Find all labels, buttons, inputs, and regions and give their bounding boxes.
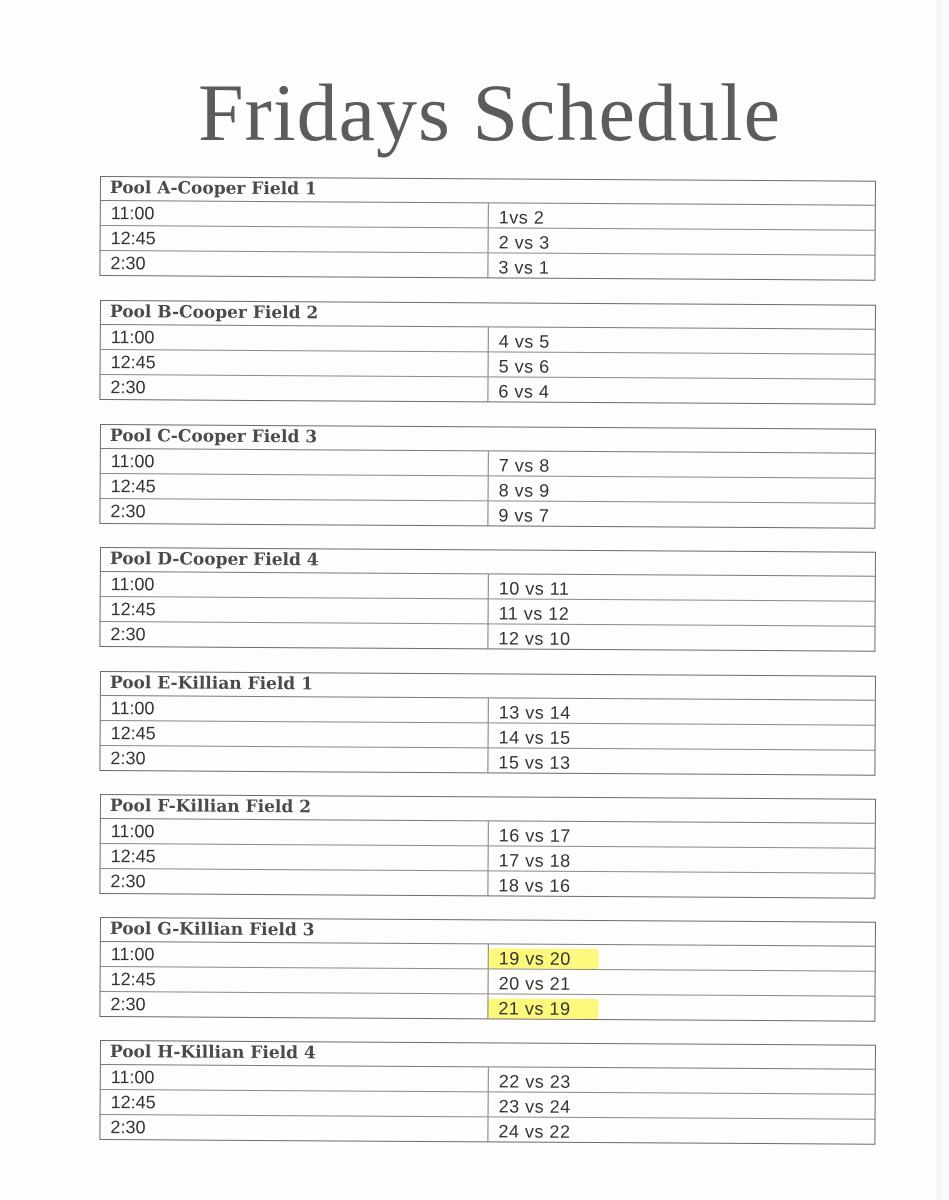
game-time: 11:00 — [101, 1065, 489, 1091]
game-matchup — [489, 846, 875, 872]
table-row — [100, 746, 874, 775]
pool-table — [99, 794, 876, 899]
game-matchup — [489, 327, 875, 353]
matchup-text: 18 vs 16 — [498, 875, 571, 896]
pool-table — [99, 917, 876, 1022]
matchup-text: 17 vs 18 — [498, 850, 571, 871]
table-row — [100, 499, 874, 528]
game-time: 12:45 — [101, 226, 489, 252]
game-matchup — [489, 451, 875, 477]
pool-table — [99, 547, 876, 652]
pool-table — [99, 671, 876, 776]
game-time: 11:00 — [101, 942, 489, 968]
matchup-text: 14 vs 15 — [498, 727, 571, 748]
pool-table — [99, 300, 876, 405]
highlighted-matchup: 19 vs 20 — [489, 948, 599, 969]
game-time: 12:45 — [101, 350, 489, 376]
game-matchup — [488, 501, 874, 527]
pool-header: Pool G-Killian Field 3 — [101, 918, 875, 947]
pool-header: Pool B-Cooper Field 2 — [101, 301, 875, 330]
matchup-text: 22 vs 23 — [498, 1071, 571, 1092]
game-matchup — [488, 253, 874, 279]
game-time: 2:30 — [100, 992, 488, 1018]
matchup-text: 13 vs 14 — [498, 702, 571, 723]
game-matchup — [489, 821, 875, 847]
game-matchup — [488, 1117, 874, 1143]
game-time: 2:30 — [100, 1115, 488, 1141]
game-matchup — [489, 944, 875, 970]
game-time: 2:30 — [100, 622, 488, 648]
highlighted-matchup: 21 vs 19 — [488, 998, 598, 1019]
matchup-text: 20 vs 21 — [498, 973, 571, 994]
pool-header: Pool F-Killian Field 2 — [101, 795, 875, 824]
matchup-text: 6 vs 4 — [498, 381, 550, 402]
game-matchup — [489, 1067, 875, 1093]
matchup-text: 3 vs 1 — [498, 257, 550, 278]
matchup-text: 23 vs 24 — [498, 1096, 571, 1117]
table-row — [100, 622, 874, 651]
matchup-text: 1vs 2 — [498, 207, 545, 228]
game-time: 12:45 — [101, 597, 489, 623]
matchup-text: 5 vs 6 — [498, 356, 550, 377]
pool-header: Pool D-Cooper Field 4 — [101, 548, 875, 577]
game-matchup — [489, 228, 875, 254]
game-time: 2:30 — [100, 375, 488, 401]
game-matchup — [488, 994, 874, 1020]
matchup-text: 7 vs 8 — [498, 455, 550, 476]
table-row — [100, 869, 874, 898]
matchup-text: 24 vs 22 — [498, 1121, 571, 1142]
matchup-text: 4 vs 5 — [498, 331, 550, 352]
pool-table — [99, 1040, 876, 1145]
game-time: 11:00 — [101, 572, 489, 598]
game-time: 12:45 — [101, 967, 489, 993]
game-matchup — [488, 624, 874, 650]
matchup-text: 11 vs 12 — [498, 603, 570, 624]
game-matchup — [489, 599, 875, 625]
game-time: 11:00 — [101, 819, 489, 845]
game-time: 2:30 — [100, 746, 488, 772]
game-matchup — [489, 574, 875, 600]
matchup-text: 8 vs 9 — [498, 480, 550, 501]
game-matchup — [489, 1092, 875, 1118]
page-title: Fridays Schedule — [197, 67, 782, 158]
pool-header: Pool A-Cooper Field 1 — [101, 177, 875, 206]
matchup-text: 9 vs 7 — [498, 505, 550, 526]
table-row — [100, 251, 874, 280]
game-time: 12:45 — [101, 721, 489, 747]
matchup-text: 2 vs 3 — [498, 232, 550, 253]
table-row — [100, 992, 874, 1021]
game-time: 11:00 — [101, 449, 489, 475]
game-matchup — [489, 969, 875, 995]
game-matchup — [489, 352, 875, 378]
game-time: 11:00 — [101, 696, 489, 722]
table-row — [100, 375, 874, 404]
game-matchup — [488, 748, 874, 774]
game-matchup — [489, 476, 875, 502]
game-time: 2:30 — [100, 869, 488, 895]
matchup-text: 16 vs 17 — [498, 825, 571, 846]
game-time: 12:45 — [101, 844, 489, 870]
matchup-text: 10 vs 11 — [498, 578, 570, 599]
game-matchup — [489, 698, 875, 724]
game-matchup — [489, 723, 875, 749]
matchup-text: 12 vs 10 — [498, 628, 571, 649]
pool-header: Pool C-Cooper Field 3 — [101, 425, 875, 454]
pool-table — [99, 424, 876, 529]
matchup-text: 15 vs 13 — [498, 752, 571, 773]
pool-header: Pool E-Killian Field 1 — [101, 672, 875, 701]
table-row — [100, 1115, 874, 1144]
game-matchup — [488, 871, 874, 897]
game-time: 12:45 — [101, 1090, 489, 1116]
pool-table — [99, 176, 876, 281]
game-time: 11:00 — [101, 325, 489, 351]
game-time: 2:30 — [100, 251, 488, 277]
game-time: 2:30 — [100, 499, 488, 525]
pool-header: Pool H-Killian Field 4 — [101, 1041, 875, 1070]
game-matchup — [489, 203, 875, 229]
game-time: 12:45 — [101, 474, 489, 500]
game-matchup — [488, 377, 874, 403]
game-time: 11:00 — [101, 201, 489, 227]
